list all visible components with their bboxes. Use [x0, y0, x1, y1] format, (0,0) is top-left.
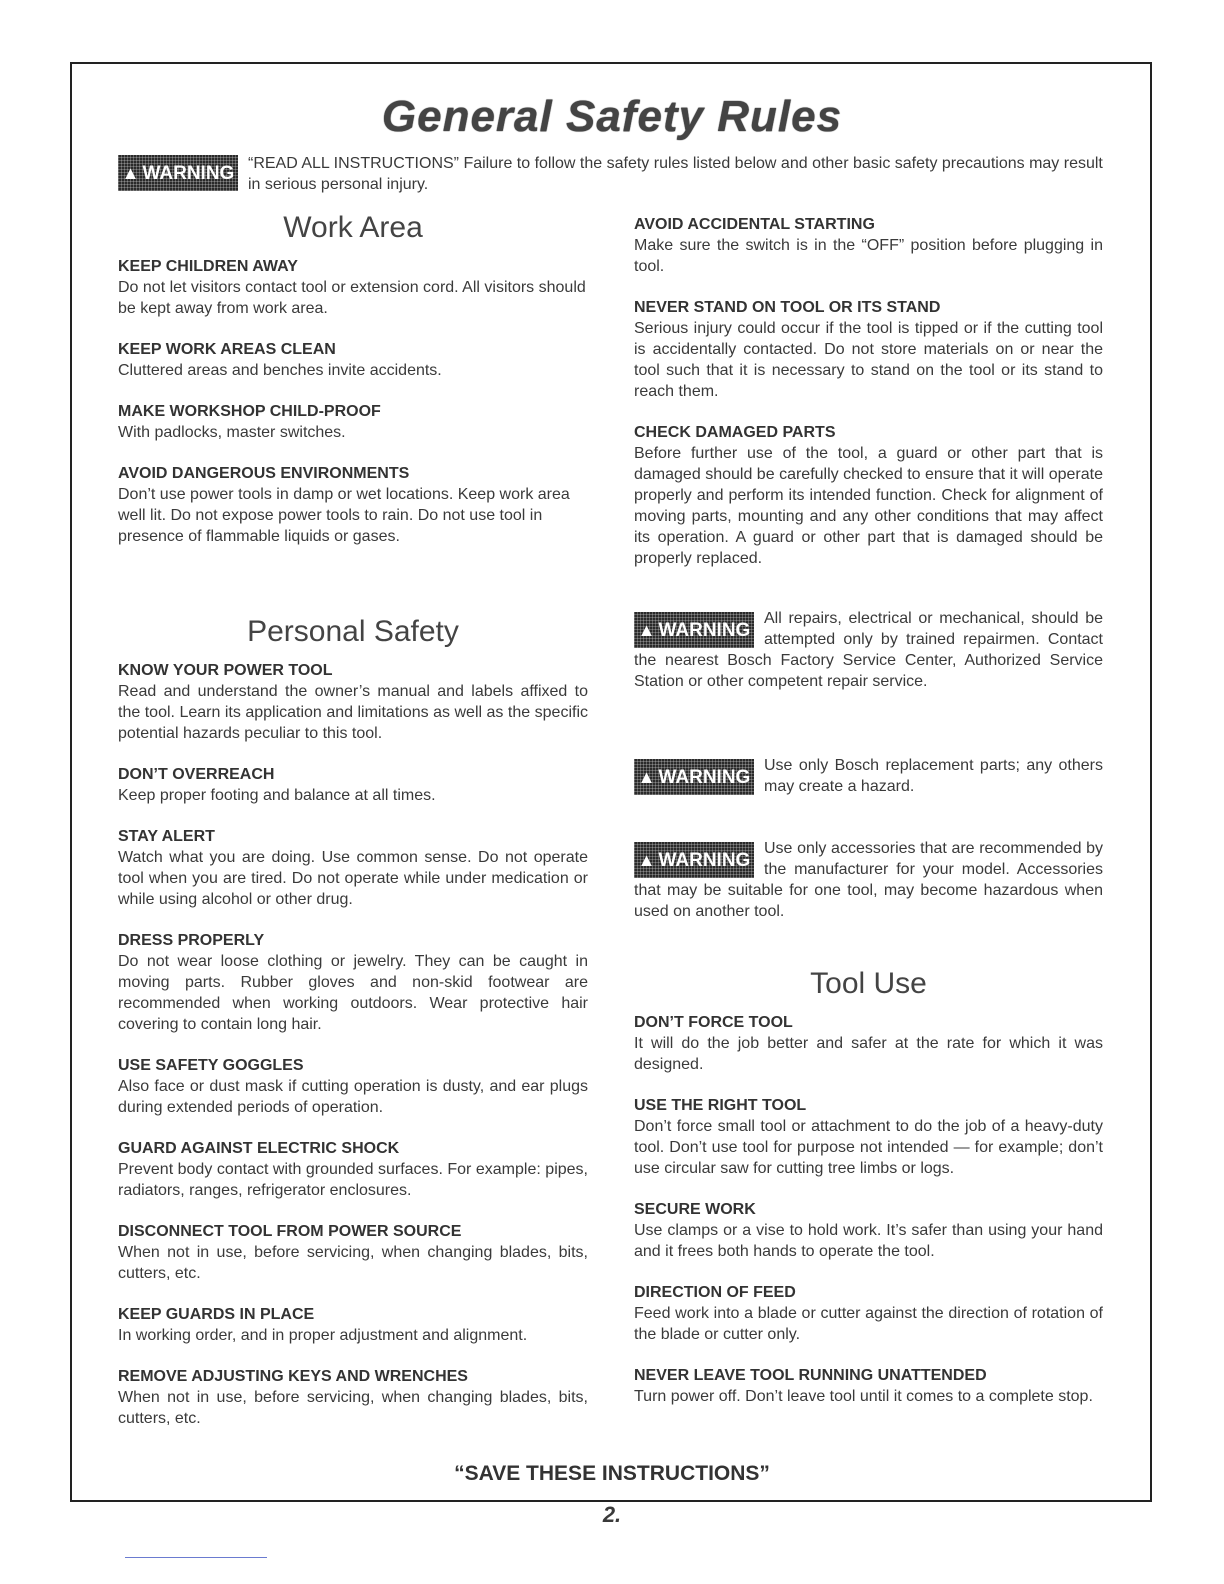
rule-section: [118, 930, 588, 1035]
rule-text: Watch what you are doing. Use common sense. Do not operate tool when you are tired. Do not operate while under medication or while using alcohol or other drug.: [118, 849, 588, 908]
warning-triangle-icon: ▲: [637, 767, 656, 787]
warning-badge: ▲ WARNING: [118, 155, 238, 191]
rule-section: [634, 1365, 1103, 1407]
rule-text: Serious injury could occur if the tool is tipped or if the cutting tool is accidentally contacted. Do not store materials on or near the tool such that it is necessary to stand on the tool or its stand to reach them.: [634, 320, 1103, 400]
work-area-heading: Work Area: [283, 211, 423, 244]
tool-use-heading: Tool Use: [810, 967, 927, 1000]
rule-heading: CHECK DAMAGED PARTS: [634, 424, 836, 441]
rule-heading: NEVER STAND ON TOOL OR ITS STAND: [634, 299, 941, 316]
rule-text: Don’t force small tool or attachment to do the job of a heavy-duty tool. Don’t use tool for purpose not intended — for example; don’t use circular saw for cutting tree limbs or logs.: [634, 1118, 1103, 1177]
rule-section: [634, 1095, 1103, 1179]
rule-heading: DISCONNECT TOOL FROM POWER SOURCE: [118, 1223, 462, 1240]
rule-text: Cluttered areas and benches invite accidents.: [118, 362, 442, 379]
rule-heading: DRESS PROPERLY: [118, 932, 265, 949]
rule-section: [118, 463, 588, 547]
rule-text: When not in use, before servicing, when changing blades, bits, cutters, etc.: [118, 1389, 588, 1427]
rule-section: [118, 401, 588, 443]
rule-text: Make sure the switch is in the “OFF” position before plugging in tool.: [634, 237, 1103, 275]
rule-text: Keep proper footing and balance at all times.: [118, 787, 436, 804]
rule-heading: USE SAFETY GOGGLES: [118, 1057, 304, 1074]
rule-heading: DON’T FORCE TOOL: [634, 1014, 793, 1031]
rule-heading: STAY ALERT: [118, 828, 215, 845]
rule-heading: SECURE WORK: [634, 1201, 756, 1218]
rule-text: It will do the job better and safer at the rate for which it was designed.: [634, 1035, 1103, 1073]
rule-text: In working order, and in proper adjustment and alignment.: [118, 1327, 528, 1344]
rule-heading: MAKE WORKSHOP CHILD-PROOF: [118, 403, 381, 420]
intro-text: “READ ALL INSTRUCTIONS” Failure to follow the safety rules listed below and other basic safety precautions may result in serious personal injury.: [248, 155, 1103, 193]
rule-section: [118, 764, 588, 806]
rule-section: [634, 422, 1103, 569]
rule-text: Use clamps or a vise to hold work. It’s safer than using your hand and it frees both hands to operate the tool.: [634, 1222, 1103, 1260]
rule-text: Do not wear loose clothing or jewelry. They can be caught in moving parts. Rubber gloves and non-skid footwear are recommended when working outdoors. Wear protective hair covering to contain long hair.: [118, 953, 588, 1033]
warning-triangle-icon: ▲: [121, 163, 140, 183]
warning-repairs: [634, 608, 1103, 692]
rule-heading: KEEP WORK AREAS CLEAN: [118, 341, 336, 358]
rule-heading: AVOID ACCIDENTAL STARTING: [634, 216, 875, 233]
rule-section: [118, 1221, 588, 1284]
warning-badge: ▲ WARNING: [634, 842, 754, 878]
rule-heading: AVOID DANGEROUS ENVIRONMENTS: [118, 465, 410, 482]
rule-text: Don’t use power tools in damp or wet locations. Keep work area well lit. Do not expose power tools to rain. Do not use tool in presence of flammable liquids or gases.: [118, 486, 570, 545]
rule-section: [118, 339, 588, 381]
rule-text: Prevent body contact with grounded surfaces. For example: pipes, radiators, ranges, refrigerator enclosures.: [118, 1161, 588, 1199]
rule-section: [118, 256, 588, 319]
rule-text: Before further use of the tool, a guard or other part that is damaged should be carefully checked to ensure that it will operate properly and perform its intended function. Check for alignment of moving parts, mounting and any other conditions that may affect its operation. A guard or other part that is damaged should be properly replaced.: [634, 445, 1103, 567]
rule-heading: KEEP CHILDREN AWAY: [118, 258, 298, 275]
save-instructions: “SAVE THESE INSTRUCTIONS”: [454, 1462, 770, 1485]
page-number: 2.: [602, 1502, 622, 1527]
rule-text: When not in use, before servicing, when changing blades, bits, cutters, etc.: [118, 1244, 588, 1282]
rule-heading: NEVER LEAVE TOOL RUNNING UNATTENDED: [634, 1367, 987, 1384]
right-top-column: [634, 214, 1103, 589]
warning-text: All repairs, electrical or mechanical, should be attempted only by trained repairmen. Contact the nearest Bosch Factory Service Center, Authorized Service Station or other competent repair service.: [634, 610, 1103, 690]
tool-use-column: [634, 966, 1103, 1427]
page-title: General Safety Rules: [381, 92, 843, 141]
rule-heading: KNOW YOUR POWER TOOL: [118, 662, 333, 679]
rule-section: [634, 1199, 1103, 1262]
personal-safety-column: [118, 614, 588, 1449]
rule-heading: USE THE RIGHT TOOL: [634, 1097, 807, 1114]
rule-heading: DIRECTION OF FEED: [634, 1284, 796, 1301]
underline-mark: [125, 1557, 267, 1558]
rule-heading: DON’T OVERREACH: [118, 766, 275, 783]
rule-heading: KEEP GUARDS IN PLACE: [118, 1306, 315, 1323]
warning-triangle-icon: ▲: [637, 850, 656, 870]
warning-text: Use only accessories that are recommended by the manufacturer for your model. Accessories that may be suitable for one tool, may become hazardous when used on another tool.: [634, 840, 1103, 920]
warning-triangle-icon: ▲: [637, 620, 656, 640]
personal-safety-heading: Personal Safety: [247, 615, 459, 648]
warning-badge: ▲ WARNING: [634, 612, 754, 648]
warning-accessories: [634, 838, 1103, 922]
rule-text: Read and understand the owner’s manual and labels affixed to the tool. Learn its application and limitations as well as the specific potential hazards peculiar to this tool.: [118, 683, 588, 742]
rule-text: Do not let visitors contact tool or extension cord. All visitors should be kept away from work area.: [118, 279, 586, 317]
rule-text: Also face or dust mask if cutting operation is dusty, and ear plugs during extended periods of operation.: [118, 1078, 588, 1116]
rule-section: [118, 826, 588, 910]
rule-text: With padlocks, master switches.: [118, 424, 346, 441]
intro-warning: [118, 153, 1108, 195]
rule-section: [634, 1012, 1103, 1075]
rule-section: [118, 660, 588, 744]
rule-heading: REMOVE ADJUSTING KEYS AND WRENCHES: [118, 1368, 468, 1385]
rule-section: [118, 1055, 588, 1118]
work-area-column: [118, 210, 588, 567]
rule-section: [118, 1304, 588, 1346]
rule-text: Feed work into a blade or cutter against the direction of rotation of the blade or cutter only.: [634, 1305, 1103, 1343]
rule-heading: GUARD AGAINST ELECTRIC SHOCK: [118, 1140, 400, 1157]
warning-text: Use only Bosch replacement parts; any others may create a hazard.: [764, 757, 1103, 795]
rule-section: [634, 1282, 1103, 1345]
rule-section: [118, 1366, 588, 1429]
rule-section: [634, 297, 1103, 402]
warning-badge: ▲ WARNING: [634, 759, 754, 795]
warning-parts: [634, 755, 1103, 797]
rule-text: Turn power off. Don’t leave tool until it comes to a complete stop.: [634, 1388, 1093, 1405]
rule-section: [634, 214, 1103, 277]
rule-section: [118, 1138, 588, 1201]
